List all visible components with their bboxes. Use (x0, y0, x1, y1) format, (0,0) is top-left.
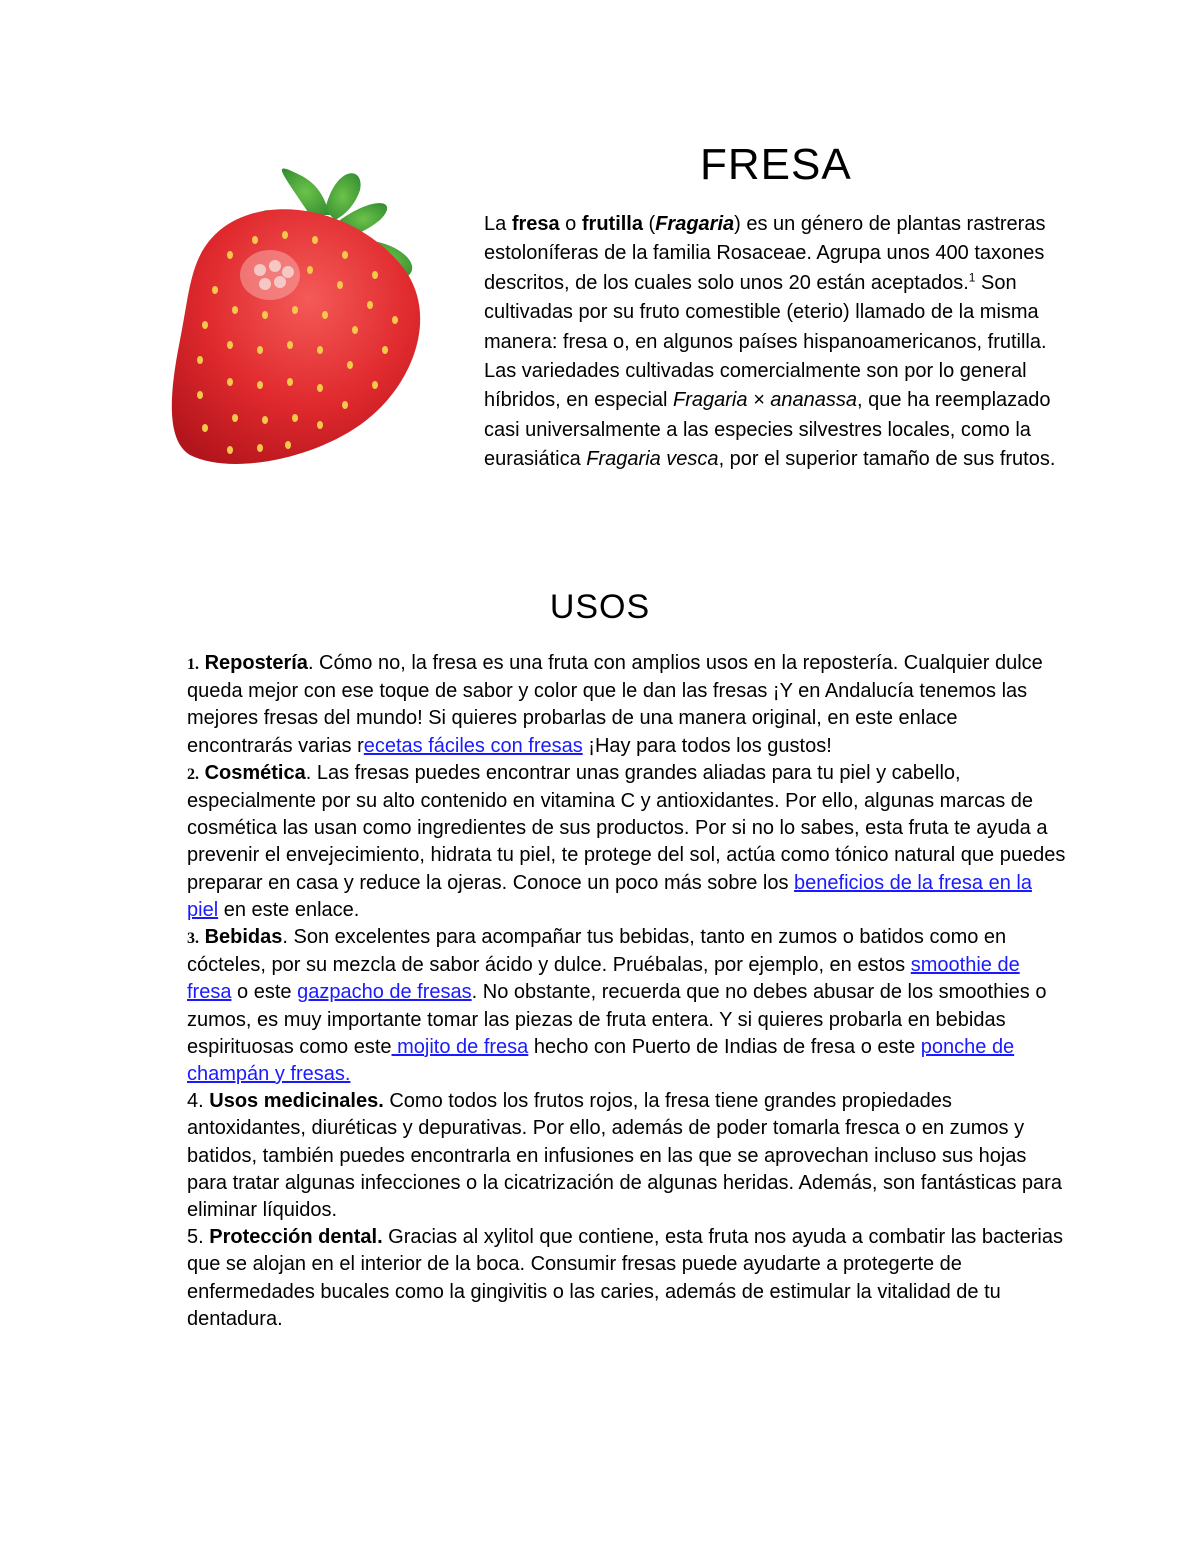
item-text: . Son excelentes para acompañar tus bebidas, tanto en zumos o batidos como en cócteles, por su mezcla de sabor ácido y dulce. Pruébalas, por ejemplo, en estos (187, 926, 1007, 977)
intro-text: ( (643, 213, 656, 235)
item-heading: Cosmética (204, 761, 306, 784)
intro-text: , que ha reemplazado casi universalmente a las especies silvestres locales, como la eurasiática (484, 389, 1051, 471)
mojito-link[interactable]: mojito de fresa (391, 1035, 529, 1058)
item-heading: Bebidas (204, 926, 283, 949)
intro-text: , por el superior tamaño de sus frutos. (718, 448, 1056, 471)
intro-bold-term: frutilla (581, 213, 643, 235)
intro-text: ) es un género de plantas rastreras estoloníferas de la familia Rosaceae. Agrupa unos 400 taxones descritos, de los cuales solo unos 20 están aceptados. (484, 213, 1046, 294)
intro-text: La (484, 213, 512, 235)
uses-list (187, 650, 1067, 1333)
list-item (187, 924, 1067, 1088)
list-item (187, 1224, 1067, 1333)
item-number: 5. (187, 1226, 210, 1249)
item-heading: Usos medicinales. (209, 1090, 384, 1113)
intro-bold-term: fresa (511, 213, 560, 235)
item-text: hecho con Puerto de Indias de fresa o este (528, 1035, 921, 1058)
ponche-link[interactable]: ponche de champán y fresas. (187, 1035, 1015, 1086)
item-text: Gracias al xylitol que contiene, esta fruta nos ayuda a combatir las bacterias que se alojan en el interior de la boca. Consumir fresas puede ayudarte a protegerte de enfermedades bucales como la gingivitis o las caries, además de estimular la vitalidad de tu dentadura. (187, 1226, 1063, 1330)
item-number: 2. (187, 765, 199, 783)
item-number: 4. (187, 1090, 210, 1113)
skin-benefits-link[interactable]: beneficios de la fresa en la piel (187, 871, 1032, 921)
item-text: . Las fresas puedes encontrar unas grandes aliadas para tu piel y cabello, especialmente por su alto contenido en vitamina C y antioxidantes. Por ello, algunas marcas de cosmética las usan como ingredientes de sus productos. Por si no lo sabes, esta fruta te ayuda a prevenir el envejecimiento, hidrata tu piel, te protege del sol, actúa como tónico natural que puedes preparar en casa y reduce la ojeras. Conoce un poco más sobre los (187, 761, 1066, 894)
item-text: en este enlace. (218, 898, 360, 921)
section-title: USOS (549, 588, 651, 626)
item-heading: Repostería (204, 652, 308, 674)
intro-text: Son cultivadas por su fruto comestible (eterio) llamado de la misma manera: fresa o, en algunos países hispanoamericanos, frutilla. Las variedades cultivadas comercialmente son por lo general híbridos, en especial (484, 271, 1047, 412)
intro-paragraph (140, 210, 1080, 475)
image-float-spacer (140, 210, 484, 470)
list-item (187, 650, 1067, 760)
intro-scientific-name: Fragaria vesca (586, 448, 719, 471)
item-text: o este (231, 981, 298, 1004)
item-number: 3. (187, 930, 199, 948)
recipes-link[interactable]: ecetas fáciles con fresas (363, 734, 583, 757)
intro-text: o (559, 213, 582, 235)
item-text: Como todos los frutos rojos, la fresa tiene grandes propiedades antoxidantes, diuréticas y depurativas. Por ello, además de poder tomarla fresca o en zumos y batidos, también puedes encontrarla en infusiones en las que se aprovechan incluso sus hojas para tratar algunas infecciones o la cicatrización de algunas heridas. Además, son fantásticas para eliminar líquidos. (187, 1090, 1062, 1222)
list-item (187, 1088, 1067, 1224)
intro-scientific-name: Fragaria (655, 213, 735, 235)
item-text: . No obstante, recuerda que no debes abusar de los smoothies o zumos, es muy importante tomar las piezas de fruta entera. Y si quieres probarla en bebidas espirituosas como este (187, 981, 1047, 1058)
intro-scientific-name: Fragaria × ananassa (673, 389, 858, 412)
gazpacho-link[interactable]: gazpacho de fresas (297, 981, 472, 1004)
document-title: FRESA (700, 140, 852, 189)
item-text: ¡Hay para todos los gustos! (582, 734, 832, 757)
item-text: . Cómo no, la fresa es una fruta con amplios usos en la repostería. Cualquier dulce queda mejor con ese toque de sabor y color que le dan las fresas ¡Y en Andalucía tenemos las mejores fresas del mundo! Si quieres probarlas de una manera original, en este enlace encontrarás varias r (187, 652, 1043, 757)
item-number: 1. (187, 656, 199, 673)
list-item (187, 760, 1067, 924)
footnote-ref[interactable]: 1 (968, 270, 976, 285)
smoothie-link[interactable]: smoothie de fresa (187, 954, 1020, 1004)
item-heading: Protección dental. (209, 1226, 383, 1249)
